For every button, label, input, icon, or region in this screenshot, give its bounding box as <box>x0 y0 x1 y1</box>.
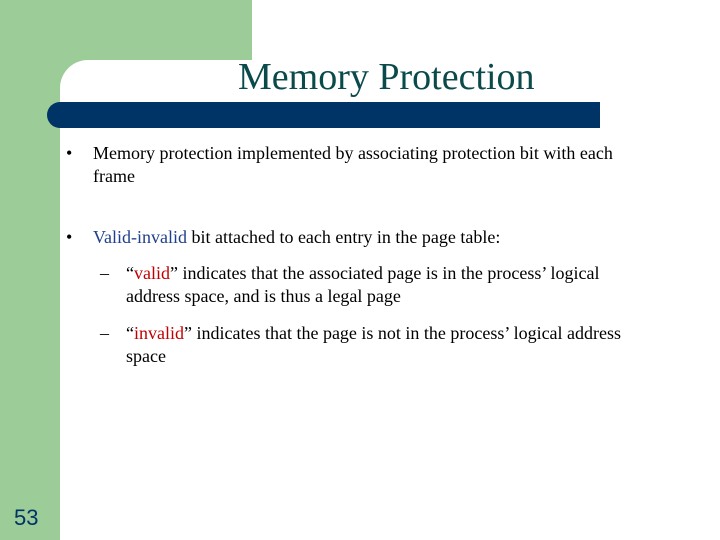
open-quote: “ <box>126 323 134 343</box>
sub-bullet-1-text <box>126 262 646 308</box>
bullet-2-text <box>93 226 653 249</box>
invalid-term: invalid <box>134 323 184 343</box>
sub-bullet-marker: – <box>100 323 109 343</box>
bullet-marker: • <box>66 227 73 247</box>
sub-bullet-marker: – <box>100 263 109 283</box>
sub-bullet-2-rest: ” indicates that the page is not in the process’ logical address space <box>126 323 622 366</box>
valid-term: valid <box>134 263 170 283</box>
bullet-marker: • <box>66 143 73 163</box>
page-number: 53 <box>14 505 39 530</box>
bullet-2-rest: bit attached to each entry in the page table: <box>186 227 501 247</box>
sub-bullet-1-rest: ” indicates that the associated page is in the process’ logical address space, and is thus a legal page <box>126 263 600 306</box>
bullet-1-text: Memory protection implemented by associating protection bit with each frame <box>93 143 613 186</box>
valid-invalid-term: Valid-invalid <box>93 227 187 247</box>
sub-bullet-2-text <box>126 322 646 368</box>
slide-title: Memory Protection <box>238 56 535 98</box>
open-quote: “ <box>126 263 134 283</box>
